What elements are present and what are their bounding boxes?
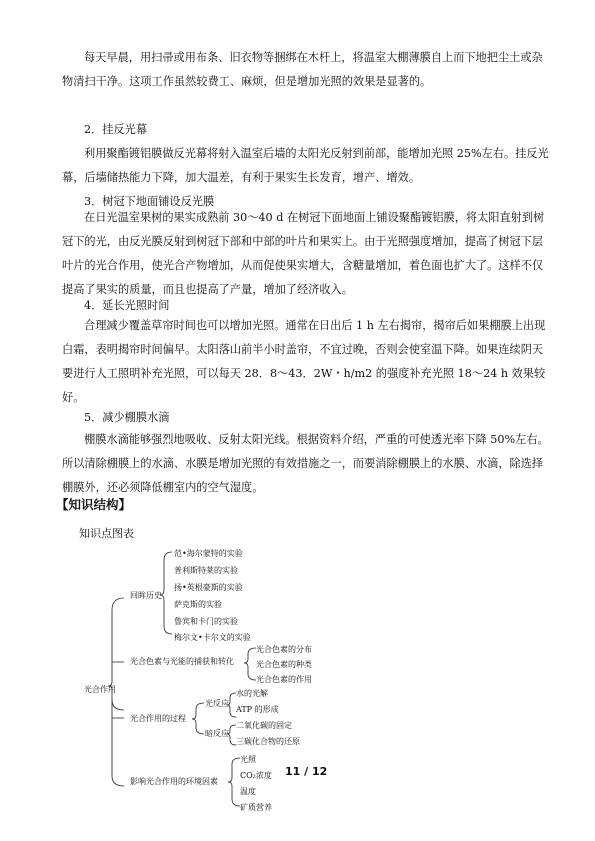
pigments-item: 光合色素的作用 — [256, 675, 312, 684]
factors-brace — [228, 758, 240, 806]
factors-item: CO₂浓度 — [240, 771, 272, 780]
light-item: 水的光解 — [236, 689, 268, 698]
paragraph-extend-light: 合理减少覆盖草帘时间也可以增加光照。通常在日出后 1 h 左右揭帘，揭帘后如果棚膜上出现白霜，表明揭帘时间偏早。太阳落山前半小时盖帘，不宜过晚，否则会使室温下降。如果连续阴天要进行人工照明补充光照，可以每天 28．8～43．2W・h/m2 的强度补充光照 18～24 h 效果较好。 — [62, 319, 546, 404]
branch-process: 光合作用的过程 — [130, 714, 186, 723]
paragraph-water-droplets: 棚膜水滴能够强烈地吸收、反射太阳光线。根据资料介绍，严重的可使透光率下降 50%左右。所以清除棚膜上的水滴、水膜是增加光照的有效措施之一，而要消除棚膜上的水膜、水滴，除选择棚膜外，还必须降低棚室内的空气湿度。 — [62, 433, 549, 494]
factors-item: 光照 — [240, 755, 256, 764]
history-item: 普利斯特莱的实验 — [174, 566, 238, 575]
dark-item: 二氧化碳的固定 — [236, 721, 292, 730]
heading-2: 2．挂反光幕 — [84, 123, 148, 136]
history-item: 萨克斯的实验 — [174, 600, 222, 609]
history-item: 鲁宾和卡门的实验 — [174, 617, 238, 626]
pigments-brace — [244, 648, 256, 680]
branch-pigments: 光合色素与光能的捕获和转化 — [130, 657, 234, 666]
dark-item: 三碳化合物的还原 — [236, 737, 300, 746]
heading-4: 4．延长光照时间 — [84, 299, 170, 312]
factors-item: 温度 — [240, 787, 256, 796]
chart-subtitle: 知识点图表 — [79, 527, 134, 540]
pigments-item: 光合色素的种类 — [256, 660, 312, 669]
process-brace — [192, 703, 204, 734]
root-brace-lower — [112, 700, 124, 786]
factors-item: 矿质营养 — [240, 803, 272, 812]
paragraph-dust: 每天早晨，用扫帚或用布条、旧衣物等捆绑在木杆上，将温室大棚薄膜自上而下地把尘土或杂物清扫干净。这项工作虽然较费工、麻烦，但是增加光照的效果是显著的。 — [62, 51, 543, 88]
history-item: 梅尔文•卡尔文的实验 — [174, 633, 251, 642]
page-number: 11 / 12 — [285, 765, 328, 778]
light-brace — [227, 693, 236, 717]
pigments-item: 光合色素的分布 — [256, 645, 312, 654]
heading-3: 3．树冠下地面铺设反光膜 — [84, 195, 215, 208]
section-title: 【知识结构】 — [56, 497, 132, 512]
tree-root: 光合作用 — [84, 685, 116, 694]
branch-factors: 影响光合作用的环境因素 — [130, 777, 218, 786]
history-item: 范•海尔蒙特的实验 — [174, 549, 243, 558]
light-item: ATP 的形成 — [236, 705, 279, 714]
heading-5: 5．减少棚膜水滴 — [84, 411, 170, 424]
process-dark-label: 暗反应 — [205, 729, 229, 738]
process-light-label: 光反应 — [205, 699, 229, 708]
paragraph-reflective-curtain: 利用聚酯镀铝膜做反光幕将射入温室后墙的太阳光反射到前部，能增加光照 25%左右。挂反光幕，后墙储热能力下降，加大温差，有利于果实生长发育，增产、增效。 — [62, 147, 549, 184]
branch-history: 回眸历史 — [130, 591, 162, 600]
history-item: 扬•英根豪斯的实验 — [174, 583, 243, 592]
paragraph-reflective-film: 在日光温室果树的果实成熟前 30～40 d 在树冠下面地面上铺设聚酯镀铝膜，将太阳直射到树冠下的光，由反光膜反射到树冠下部和中部的叶片和果实上。由于光照强度增加，提高了树冠下层叶片的光合作用，使光合产物增加，从而促使果实增大，含糖量增加，着色面也扩大了。这样不仅提高了果实的质量，而且也提高了产量，增加了经济收入。 — [62, 211, 545, 296]
